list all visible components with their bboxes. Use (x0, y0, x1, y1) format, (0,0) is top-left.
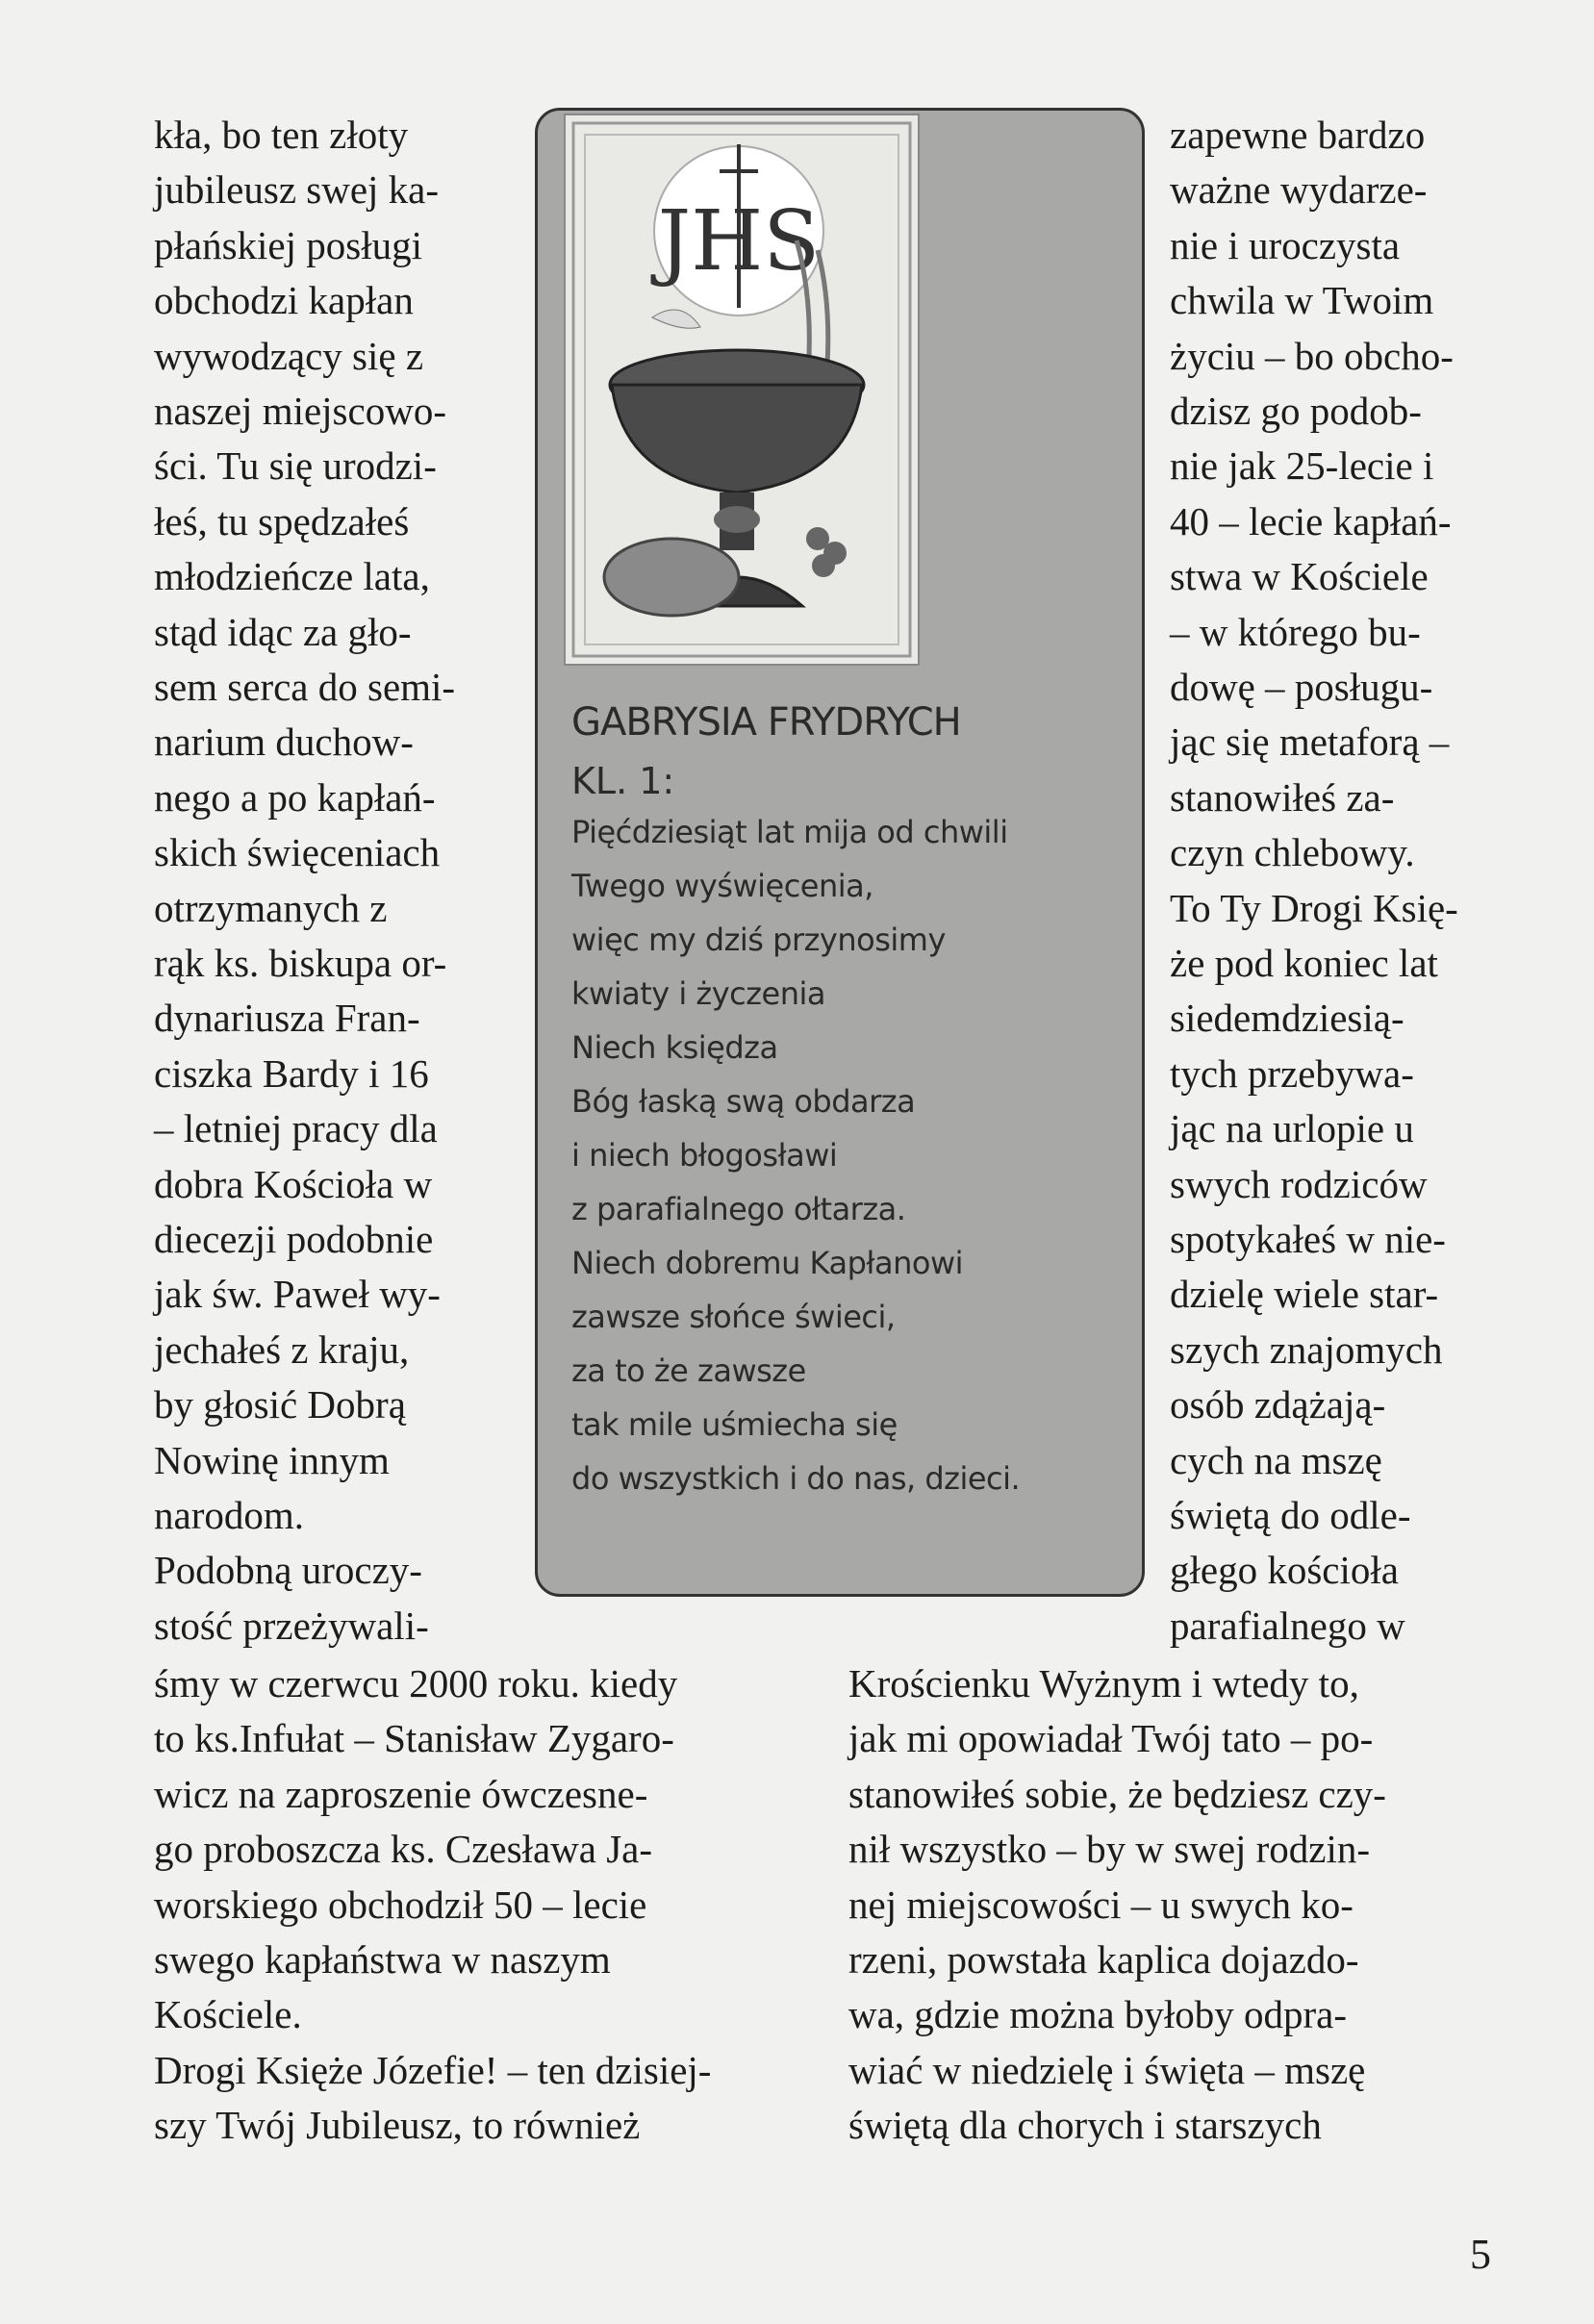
text-line: worskiego obchodził 50 – lecie (154, 1882, 647, 1927)
poem-author: GABRYSIA FRYDRYCH (571, 700, 961, 745)
text-line: szych znajomych (1170, 1326, 1443, 1372)
text-line: kła, bo ten złoty (154, 113, 409, 157)
text-line: Drogi Księże Józefie! – ten dzisiej- (154, 2047, 712, 2092)
chalice-icon (566, 115, 918, 664)
text-line: nie jak 25-lecie i (1170, 443, 1434, 489)
text-line: spotykałeś w nie- (1170, 1217, 1446, 1261)
text-line: ści. Tu się urodzi- (154, 443, 437, 489)
text-line: rzeni, powstała kaplica dojazdo- (848, 1937, 1359, 1982)
text-line: Podobną uroczy- (154, 1548, 422, 1593)
text-line: dzielę wiele star- (1170, 1272, 1439, 1317)
text-line: jechałeś z kraju, (154, 1326, 410, 1372)
poem-line: kwiaty i życzenia (571, 975, 826, 1012)
text-line: – letniej pracy dla (154, 1106, 438, 1151)
text-line: wiać w niedzielę i święta – mszę (848, 2047, 1366, 2092)
text-line: cych na mszę (1170, 1437, 1382, 1482)
text-line: parafialnego w (1170, 1603, 1405, 1648)
text-line: głego kościoła (1170, 1548, 1399, 1593)
text-line: młodzieńcze lata, (154, 554, 430, 599)
text-line: narium duchow- (154, 720, 414, 765)
poem-line: więc my dziś przynosimy (571, 922, 946, 958)
poem-line: Twego wyświęcenia, (571, 868, 873, 904)
text-line: chwila w Twoim (1170, 278, 1434, 323)
text-line: sem serca do semi- (154, 665, 456, 709)
text-line: szy Twój Jubileusz, to również (154, 2103, 641, 2148)
text-line: dynariusza Fran- (154, 996, 420, 1041)
text-line: obchodzi kapłan (154, 278, 414, 323)
text-line: stanowiłeś sobie, że będziesz czy- (848, 1771, 1386, 1816)
text-line: osób zdążają- (1170, 1382, 1386, 1427)
text-line: płańskiej posługi (154, 222, 423, 267)
text-line: dowę – posługu- (1170, 665, 1433, 709)
text-line: zapewne bardzo (1170, 113, 1426, 157)
text-line: wicz na zaproszenie ówczesne- (154, 1771, 648, 1816)
text-line: jak mi opowiadał Twój tato – po- (848, 1716, 1374, 1761)
text-line: otrzymanych z (154, 885, 388, 930)
text-line: tych przebywa- (1170, 1050, 1414, 1096)
text-line: stąd idąc za gło- (154, 609, 412, 654)
text-line: czyn chlebowy. (1170, 830, 1415, 875)
poem-class: KL. 1: (571, 760, 675, 802)
text-line: To Ty Drogi Księ- (1170, 885, 1458, 930)
text-line: swych rodziców (1170, 1161, 1428, 1206)
ihs-monogram: JHS (657, 193, 821, 290)
poem-line: zawsze słońce świeci, (571, 1299, 896, 1335)
text-line: jubileusz swej ka- (154, 167, 440, 213)
text-line: Nowinę innym (154, 1437, 390, 1482)
text-line: że pod koniec lat (1170, 941, 1438, 985)
poem-line: do wszystkich i do nas, dzieci. (571, 1460, 1021, 1497)
text-line: – w którego bu- (1170, 609, 1421, 654)
poem-line: Niech dobremu Kapłanowi (571, 1245, 963, 1281)
text-line: naszej miejscowo- (154, 389, 446, 433)
text-line: ciszka Bardy i 16 (154, 1050, 429, 1096)
text-line: skich święceniach (154, 830, 441, 875)
poem-line: Niech księdza (571, 1029, 778, 1066)
page-number: 5 (1470, 2231, 1491, 2278)
text-line: swego kapłaństwa w naszym (154, 1937, 611, 1982)
text-line: dzisz go podob- (1170, 389, 1422, 433)
poem-line: Bóg łaską swą obdarza (571, 1083, 916, 1120)
text-line: narodom. (154, 1493, 304, 1537)
text-line: to ks.Infułat – Stanisław Zygaro- (154, 1716, 674, 1761)
text-line: diecezji podobnie (154, 1217, 434, 1261)
poem-line: i niech błogosławi (571, 1137, 838, 1174)
text-line: śmy w czerwcu 2000 roku. kiedy (154, 1661, 678, 1705)
text-line: stanowiłeś za- (1170, 774, 1395, 820)
text-line: Kościele. (154, 1992, 302, 2037)
text-line: by głosić Dobrą (154, 1382, 406, 1427)
text-line: stość przeżywali- (154, 1603, 429, 1648)
text-line: nej miejscowości – u swych ko- (848, 1882, 1354, 1927)
text-line: go proboszcza ks. Czesława Ja- (154, 1827, 653, 1872)
poem-line: za to że zawsze (571, 1352, 806, 1389)
text-line: dobra Kościoła w (154, 1161, 433, 1206)
poem-line: tak mile uśmiecha się (571, 1406, 898, 1443)
text-line: siedemdziesią- (1170, 996, 1404, 1041)
text-line: stwa w Kościele (1170, 554, 1429, 599)
text-line: ważne wydarze- (1170, 167, 1428, 213)
text-line: Krościenku Wyżnym i wtedy to, (848, 1661, 1359, 1705)
text-line: nego a po kapłań- (154, 774, 436, 820)
text-line: jąc na urlopie u (1170, 1106, 1414, 1151)
text-line: jak św. Paweł wy- (154, 1272, 441, 1317)
text-line: łeś, tu spędzałeś (154, 498, 410, 543)
text-line: 40 – lecie kapłań- (1170, 498, 1452, 543)
text-line: nie i uroczysta (1170, 222, 1401, 267)
text-line: świętą do odle- (1170, 1493, 1411, 1537)
text-line: nił wszystko – by w swej rodzin- (848, 1827, 1371, 1872)
poem-line: z parafialnego ołtarza. (571, 1191, 906, 1227)
poem-line: Pięćdziesiąt lat mija od chwili (571, 814, 1008, 850)
text-line: rąk ks. biskupa or- (154, 941, 447, 985)
chalice-illustration (564, 114, 920, 666)
text-line: życiu – bo obcho- (1170, 333, 1454, 378)
text-line: wywodzący się z (154, 333, 424, 378)
text-line: jąc się metaforą – (1170, 720, 1450, 765)
text-line: wa, gdzie można byłoby odpra- (848, 1992, 1348, 2037)
text-line: świętą dla chorych i starszych (848, 2103, 1322, 2148)
